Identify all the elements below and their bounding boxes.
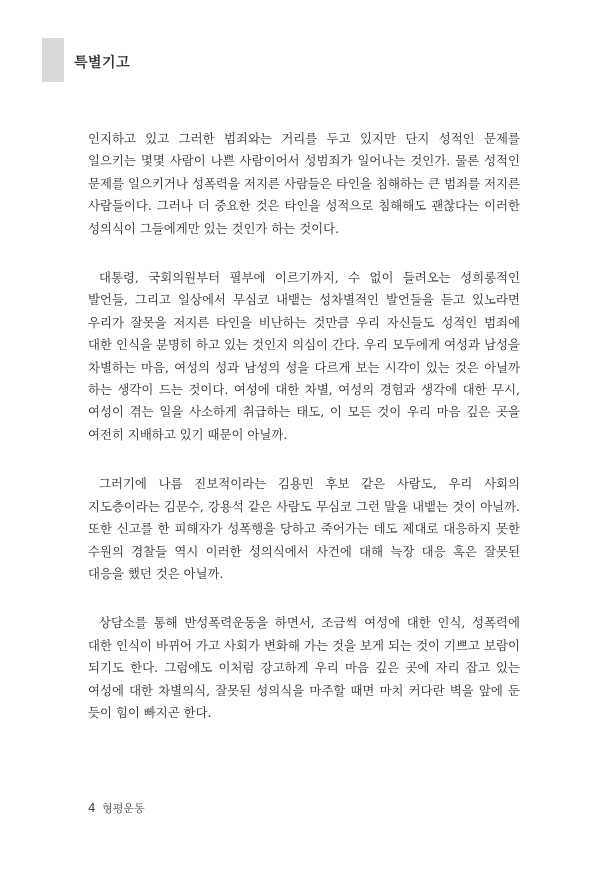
page-footer — [88, 800, 145, 816]
page-number: 4 — [88, 801, 96, 815]
paragraph-3: 그러기에 나름 진보적이라는 김용민 후보 같은 사람도, 우리 사회의 지도층이라는 김문수, 강용석 같은 사람도 무심코 그런 말을 내뱉는 것이 아닐까. 또한 신고를 한 피해자가 성폭행을 당하고 죽어가는 데도 제대로 대응하지 못한 수원의 경찰들 역시 이러한 성의식에서 사건에 대해 늑장 대응 혹은 잘못된 대응을 했던 것은 아닐까. — [88, 476, 520, 581]
section-label: 특별기고 — [74, 55, 131, 71]
publication-name: 형평운동 — [102, 802, 145, 815]
article-body — [88, 128, 520, 751]
section-tab-marker — [42, 38, 64, 82]
paragraph-4: 상담소를 통해 반성폭력운동을 하면서, 조금씩 여성에 대한 인식, 성폭력에 대한 인식이 바뀌어 가고 사회가 변화해 가는 것을 보게 되는 것이 기쁘고 보람이 되기도 한다. 그럼에도 이처럼 강고하게 우리 마음 깊은 곳에 자리 잡고 있는 여성에 대한 차별의식, 잘못된 성의식을 마주할 때면 마치 커다란 벽을 앞에 둔 듯이 힘이 빠지곤 한다. — [88, 615, 520, 720]
paragraph-1: 인지하고 있고 그러한 범죄와는 거리를 두고 있지만 단지 성적인 문제를 일으키는 몇몇 사람이 나쁜 사람이어서 성범죄가 일어나는 것인가. 물론 성적인 문제를 일으키거나 성폭력을 저지른 사람들은 타인을 침해하는 큰 범죄를 저지른 사람들이다. 그러나 더 중요한 것은 타인을 성적으로 침해해도 괜찮다는 이러한 성의식이 그들에게만 있는 것인가 하는 것이다. — [88, 131, 520, 236]
paragraph-2: 대통령, 국회의원부터 필부에 이르기까지, 수 없이 들려오는 성희롱적인 발언들, 그리고 일상에서 무심코 내뱉는 성차별적인 발언들을 듣고 있노라면 우리가 잘못을 저지른 타인을 비난하는 것만큼 우리 자신들도 성적인 범죄에 대한 인식을 분명히 하고 있는 것인지 의심이 간다. 우리 모두에게 여성과 남성을 차별하는 마음, 여성의 성과 남성의 성을 다르게 보는 시각이 있는 것은 아닐까 하는 생각이 드는 것이다. 여성에 대한 차별, 여성의 경험과 생각에 대한 무시, 여성이 겪는 일을 사소하게 취급하는 태도, 이 모든 것이 우리 마음 깊은 곳을 여전히 지배하고 있기 때문이 아닐까. — [88, 270, 520, 442]
